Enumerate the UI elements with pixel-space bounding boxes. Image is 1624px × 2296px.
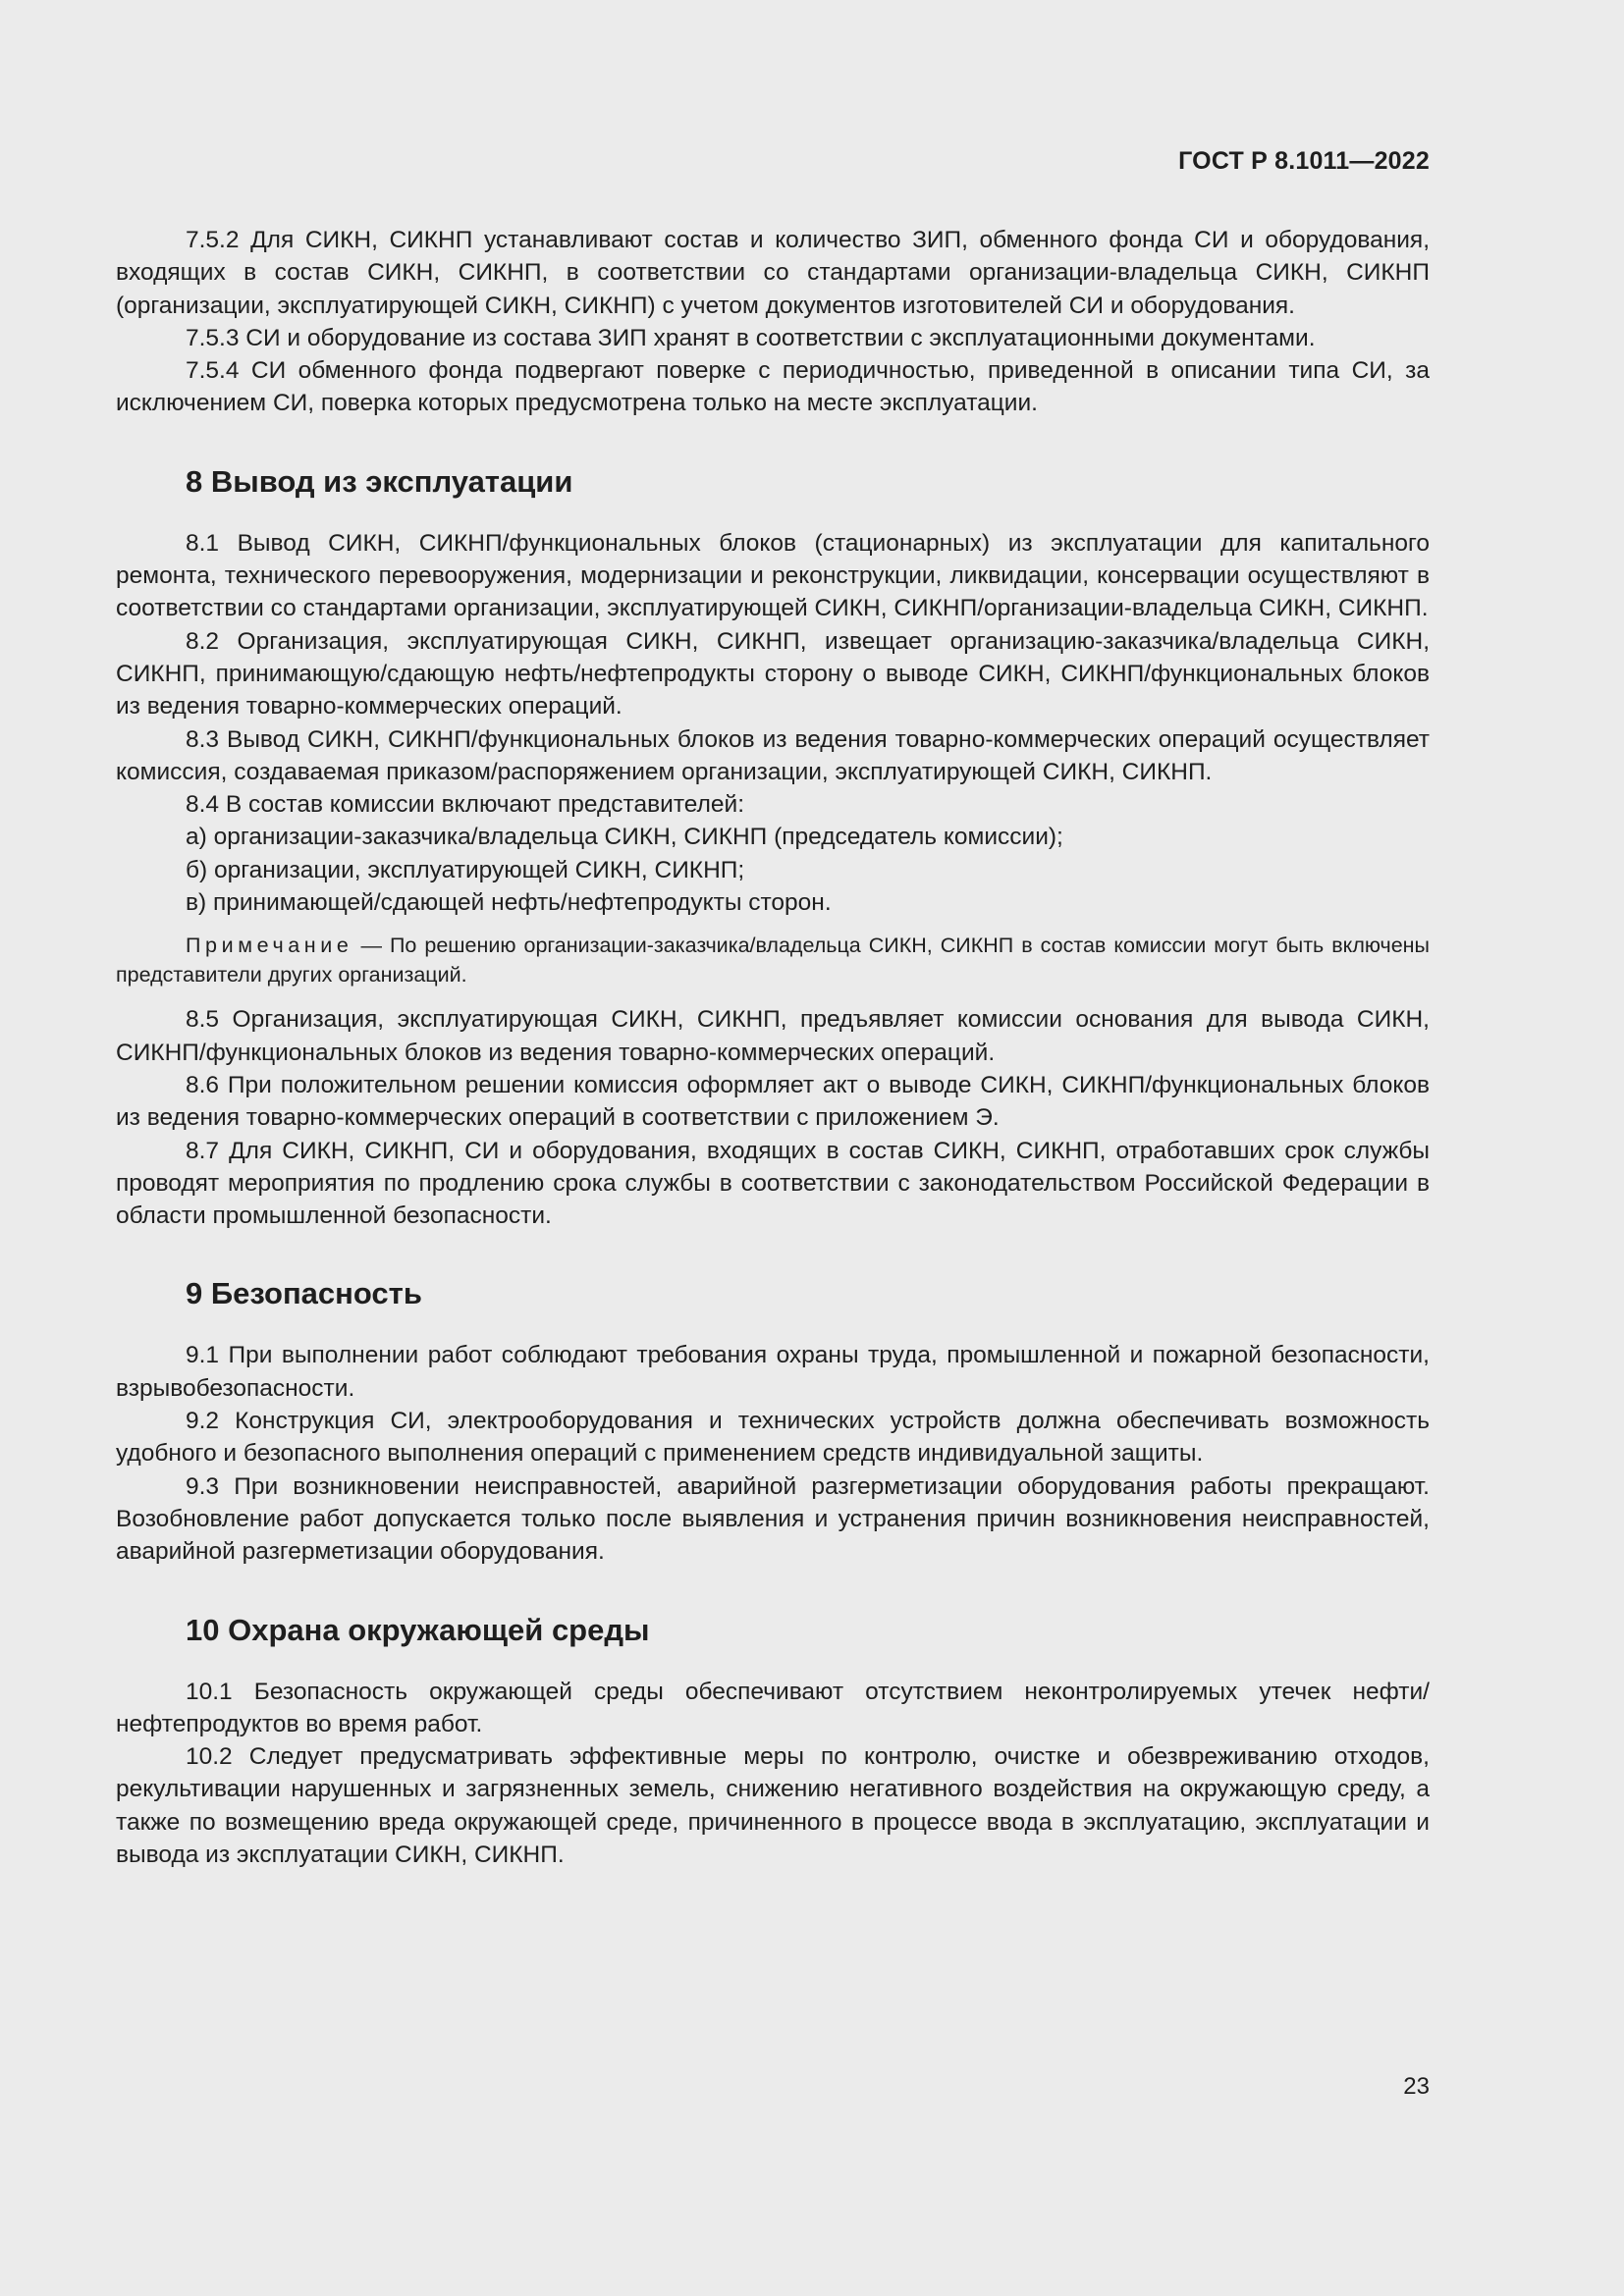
page-number: 23 (1403, 2073, 1430, 2100)
paragraph-7-5-2: 7.5.2 Для СИКН, СИКНП устанавливают состав и количество ЗИП, обменного фонда СИ и оборудования, входящих в состав СИКН, СИКНП, в соответствии со стандартами организации-владельца СИКН, СИКНП (организации, эксплуатирующей СИКН, СИКНП) с учетом документов изготовителей СИ и оборудования. (116, 227, 1430, 319)
paragraph-8-3: 8.3 Вывод СИКН, СИКНП/функциональных блоков из ведения товарно-коммерческих операций осуществляет комиссия, создаваемая приказом/распоряжением организации, эксплуатирующей СИКН, СИКНП. (116, 725, 1430, 785)
paragraph-8-1: 8.1 Вывод СИКН, СИКНП/функциональных блоков (стационарных) из эксплуатации для капитального ремонта, технического перевооружения, модернизации и реконструкции, ликвидации, консервации осуществляют в соответствии со стандартами организации, эксплуатирующей СИКН, СИКНП/организации-владельца СИКН, СИКНП. (116, 529, 1430, 622)
section-8-heading: 8 Вывод из эксплуатации (186, 463, 573, 499)
list-item-b: б) организации, эксплуатирующей СИКН, СИКНП; (186, 856, 745, 883)
note-text: — По решению организации-заказчика/владельца СИКН, СИКНП в состав комиссии могут быть включены представители других организаций. (116, 934, 1430, 988)
paragraph-9-1: 9.1 При выполнении работ соблюдают требования охраны труда, промышленной и пожарной безопасности, взрывобезопасности. (116, 1342, 1430, 1402)
note-label: Примечание (186, 934, 353, 958)
paragraph-8-5: 8.5 Организация, эксплуатирующая СИКН, СИКНП, предъявляет комиссии основания для вывода СИКН, СИКНП/функциональных блоков из ведения товарно-коммерческих операций. (116, 1006, 1430, 1066)
document-standard-code: ГОСТ Р 8.1011—2022 (1178, 147, 1430, 175)
page-body (116, 224, 1430, 1871)
paragraph-8-7: 8.7 Для СИКН, СИКНП, СИ и оборудования, входящих в состав СИКН, СИКНП, отработавших срок службы проводят мероприятия по продлению срока службы в соответствии с законодательством Российской Федерации в области промышленной безопасности. (116, 1137, 1430, 1230)
section-9-heading: 9 Безопасность (186, 1276, 422, 1311)
list-item-v: в) принимающей/сдающей нефть/нефтепродукты сторон. (186, 889, 832, 917)
paragraph-8-4: 8.4 В состав комиссии включают представителей: (186, 791, 745, 819)
paragraph-8-2: 8.2 Организация, эксплуатирующая СИКН, СИКНП, извещает организацию-заказчика/владельца СИКН, СИКНП, принимающую/сдающую нефть/нефтепродукты сторону о выводе СИКН, СИКНП/функциональных блоков из ведения товарно-коммерческих операций. (116, 627, 1430, 721)
paragraph-7-5-4: 7.5.4 СИ обменного фонда подвергают поверке с периодичностью, приведенной в описании типа СИ, за исключением СИ, поверка которых предусмотрена только на месте эксплуатации. (116, 357, 1430, 417)
list-item-a: а) организации-заказчика/владельца СИКН, СИКНП (председатель комиссии); (186, 824, 1063, 851)
paragraph-9-2: 9.2 Конструкция СИ, электрооборудования и технических устройств должна обеспечивать возможность удобного и безопасного выполнения операций с применением средств индивидуальной защиты. (116, 1408, 1430, 1468)
note (116, 931, 1430, 989)
paragraph-7-5-3: 7.5.3 СИ и оборудование из состава ЗИП хранят в соответствии с эксплуатационными документами. (186, 324, 1316, 351)
paragraph-9-3: 9.3 При возникновении неисправностей, аварийной разгерметизации оборудования работы прекращают. Возобновление работ допускается только после выявления и устранения причин возникновения неисправностей, аварийной разгерметизации оборудования. (116, 1472, 1430, 1566)
paragraph-10-1: 10.1 Безопасность окружающей среды обеспечивают отсутствием неконтролируемых утечек нефти/нефтепродуктов во время работ. (116, 1678, 1430, 1737)
section-10-heading: 10 Охрана окружающей среды (186, 1612, 650, 1647)
paragraph-8-6: 8.6 При положительном решении комиссия оформляет акт о выводе СИКН, СИКНП/функциональных блоков из ведения товарно-коммерческих операций в соответствии с приложением Э. (116, 1071, 1430, 1132)
paragraph-10-2: 10.2 Следует предусматривать эффективные меры по контролю, очистке и обезвреживанию отходов, рекультивации нарушенных и загрязненных земель, снижению негативного воздействия на окружающую среду, а также по возмещению вреда окружающей среде, причиненного в процессе ввода в эксплуатацию, эксплуатации и вывода из эксплуатации СИКН, СИКНП. (116, 1743, 1430, 1868)
